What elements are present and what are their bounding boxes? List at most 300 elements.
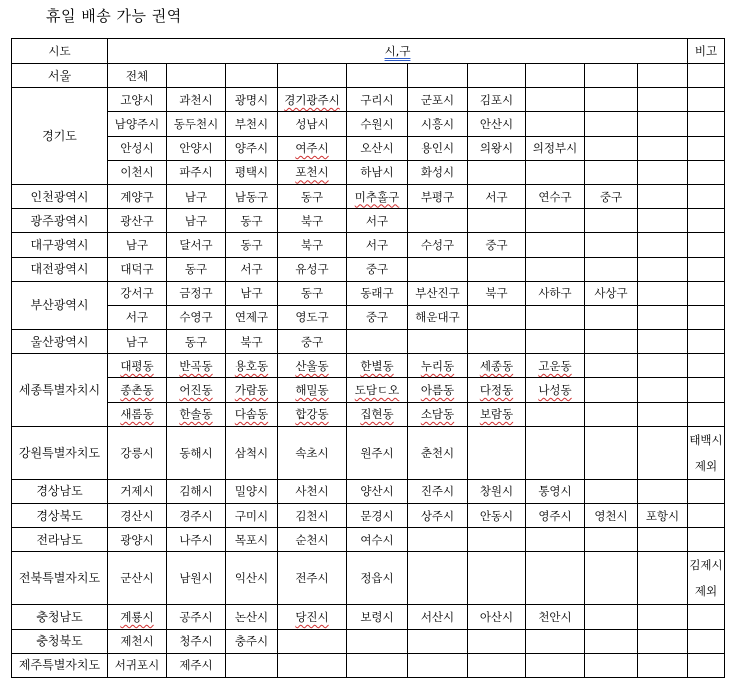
note-cell <box>688 629 725 653</box>
city-cell: 여수시 <box>347 528 408 552</box>
empty-cell <box>278 629 347 653</box>
city-cell: 안동시 <box>468 504 526 528</box>
city-cell: 구미시 <box>226 504 278 528</box>
empty-cell <box>638 402 688 426</box>
city-cell: 계룡시 <box>108 605 167 629</box>
note-cell <box>688 653 725 677</box>
city-cell: 미추홀구 <box>347 184 408 208</box>
empty-cell <box>585 528 638 552</box>
city-cell: 금정구 <box>167 281 226 305</box>
table-row <box>12 184 725 208</box>
city-cell: 강릉시 <box>108 426 167 479</box>
city-cell: 세종동 <box>468 354 526 378</box>
city-cell: 김해시 <box>167 479 226 503</box>
table-row <box>12 209 725 233</box>
region-cell: 경기도 <box>12 88 108 185</box>
empty-cell <box>408 653 468 677</box>
table-row <box>12 653 725 677</box>
city-cell: 동두천시 <box>167 112 226 136</box>
empty-cell <box>638 629 688 653</box>
empty-cell <box>408 209 468 233</box>
empty-cell <box>468 64 526 88</box>
empty-cell <box>278 653 347 677</box>
city-cell: 나성동 <box>526 378 585 402</box>
city-cell: 서구 <box>226 257 278 281</box>
empty-cell <box>408 257 468 281</box>
empty-cell <box>468 653 526 677</box>
city-cell: 광명시 <box>226 88 278 112</box>
city-cell: 북구 <box>468 281 526 305</box>
empty-cell <box>347 629 408 653</box>
empty-cell <box>585 64 638 88</box>
note-cell <box>688 605 725 629</box>
empty-cell <box>468 330 526 354</box>
city-cell: 나주시 <box>167 528 226 552</box>
empty-cell <box>638 552 688 605</box>
city-cell: 다정동 <box>468 378 526 402</box>
empty-cell <box>585 378 638 402</box>
empty-cell <box>347 330 408 354</box>
empty-cell <box>585 479 638 503</box>
city-cell: 하남시 <box>347 160 408 184</box>
note-cell <box>688 504 725 528</box>
table-row <box>12 504 725 528</box>
empty-cell <box>585 160 638 184</box>
city-cell: 영주시 <box>526 504 585 528</box>
note-line: 제외 <box>694 584 718 599</box>
city-cell: 문경시 <box>347 504 408 528</box>
city-cell: 보람동 <box>468 402 526 426</box>
header-note: 비고 <box>688 39 725 64</box>
city-cell: 한별동 <box>347 354 408 378</box>
header-row <box>12 39 725 64</box>
empty-cell <box>468 209 526 233</box>
city-cell: 서구 <box>468 184 526 208</box>
city-cell: 가람동 <box>226 378 278 402</box>
empty-cell <box>638 281 688 305</box>
region-cell: 충청남도 <box>12 605 108 629</box>
city-cell: 동구 <box>278 184 347 208</box>
empty-cell <box>226 64 278 88</box>
city-cell: 고양시 <box>108 88 167 112</box>
city-cell: 수영구 <box>167 305 226 329</box>
city-cell: 천안시 <box>526 605 585 629</box>
table-row <box>12 552 725 605</box>
empty-cell <box>526 64 585 88</box>
city-cell: 춘천시 <box>408 426 468 479</box>
empty-cell <box>638 160 688 184</box>
city-cell: 서구 <box>347 209 408 233</box>
city-cell: 달서구 <box>167 233 226 257</box>
empty-cell <box>585 112 638 136</box>
table-row <box>12 112 725 136</box>
city-cell: 남구 <box>108 330 167 354</box>
city-cell: 합강동 <box>278 402 347 426</box>
table-row <box>12 426 725 479</box>
empty-cell <box>226 653 278 677</box>
city-cell: 남구 <box>167 184 226 208</box>
city-cell: 집현동 <box>347 402 408 426</box>
city-cell: 의정부시 <box>526 136 585 160</box>
empty-cell <box>468 552 526 605</box>
city-cell: 서구 <box>108 305 167 329</box>
empty-cell <box>526 528 585 552</box>
city-cell: 파주시 <box>167 160 226 184</box>
empty-cell <box>585 233 638 257</box>
city-cell: 영천시 <box>585 504 638 528</box>
city-cell: 어진동 <box>167 378 226 402</box>
table-row <box>12 354 725 378</box>
region-cell: 강원특별자치도 <box>12 426 108 479</box>
city-cell: 남구 <box>226 281 278 305</box>
city-cell: 원주시 <box>347 426 408 479</box>
empty-cell <box>585 402 638 426</box>
city-cell: 부천시 <box>226 112 278 136</box>
empty-cell <box>585 426 638 479</box>
empty-cell <box>526 629 585 653</box>
city-cell: 부산진구 <box>408 281 468 305</box>
empty-cell <box>526 257 585 281</box>
empty-cell <box>408 552 468 605</box>
city-cell: 익산시 <box>226 552 278 605</box>
city-cell: 유성구 <box>278 257 347 281</box>
city-cell: 공주시 <box>167 605 226 629</box>
empty-cell <box>526 653 585 677</box>
region-cell: 경상남도 <box>12 479 108 503</box>
city-cell: 영도구 <box>278 305 347 329</box>
city-cell: 남동구 <box>226 184 278 208</box>
city-cell: 아산시 <box>468 605 526 629</box>
table-row <box>12 305 725 329</box>
city-cell: 구리시 <box>347 88 408 112</box>
note-cell <box>688 112 725 136</box>
note-cell <box>688 479 725 503</box>
city-cell: 여주시 <box>278 136 347 160</box>
empty-cell <box>468 426 526 479</box>
empty-cell <box>638 209 688 233</box>
region-cell: 대전광역시 <box>12 257 108 281</box>
city-cell: 중구 <box>585 184 638 208</box>
note-cell <box>688 402 725 426</box>
empty-cell <box>638 136 688 160</box>
city-cell: 전체 <box>108 64 167 88</box>
note-cell <box>688 528 725 552</box>
city-cell: 순천시 <box>278 528 347 552</box>
empty-cell <box>585 552 638 605</box>
city-cell: 의왕시 <box>468 136 526 160</box>
empty-cell <box>585 88 638 112</box>
empty-cell <box>526 233 585 257</box>
region-cell: 대구광역시 <box>12 233 108 257</box>
city-cell: 수성구 <box>408 233 468 257</box>
note-cell <box>688 184 725 208</box>
table-row <box>12 330 725 354</box>
city-cell: 계양구 <box>108 184 167 208</box>
empty-cell <box>347 653 408 677</box>
empty-cell <box>526 305 585 329</box>
empty-cell <box>585 354 638 378</box>
city-cell: 안성시 <box>108 136 167 160</box>
city-cell: 반곡동 <box>167 354 226 378</box>
city-cell: 광산구 <box>108 209 167 233</box>
city-cell: 동래구 <box>347 281 408 305</box>
city-cell: 양산시 <box>347 479 408 503</box>
note-cell <box>688 330 725 354</box>
region-cell: 경상북도 <box>12 504 108 528</box>
empty-cell <box>408 528 468 552</box>
region-cell: 인천광역시 <box>12 184 108 208</box>
city-cell: 남구 <box>167 209 226 233</box>
empty-cell <box>526 330 585 354</box>
city-cell: 남구 <box>108 233 167 257</box>
city-cell: 목포시 <box>226 528 278 552</box>
city-cell: 용호동 <box>226 354 278 378</box>
city-cell: 다솜동 <box>226 402 278 426</box>
city-cell: 경주시 <box>167 504 226 528</box>
city-cell: 창원시 <box>468 479 526 503</box>
header-cities: 시,구 <box>108 39 688 64</box>
note-cell <box>688 426 725 479</box>
city-cell: 남양주시 <box>108 112 167 136</box>
empty-cell <box>638 354 688 378</box>
note-cell <box>688 88 725 112</box>
empty-cell <box>468 629 526 653</box>
city-cell: 중구 <box>278 330 347 354</box>
city-cell: 평택시 <box>226 160 278 184</box>
empty-cell <box>638 112 688 136</box>
city-cell: 이천시 <box>108 160 167 184</box>
empty-cell <box>585 629 638 653</box>
table-row <box>12 402 725 426</box>
empty-cell <box>278 64 347 88</box>
city-cell: 김포시 <box>468 88 526 112</box>
city-cell: 군포시 <box>408 88 468 112</box>
region-cell: 광주광역시 <box>12 209 108 233</box>
city-cell: 중구 <box>347 257 408 281</box>
table-row <box>12 64 725 88</box>
table-row <box>12 281 725 305</box>
empty-cell <box>638 305 688 329</box>
city-cell: 제주시 <box>167 653 226 677</box>
note-cell <box>688 354 725 378</box>
empty-cell <box>347 64 408 88</box>
note-cell <box>688 378 725 402</box>
note-cell <box>688 552 725 605</box>
city-cell: 소담동 <box>408 402 468 426</box>
city-cell: 아름동 <box>408 378 468 402</box>
empty-cell <box>638 426 688 479</box>
city-cell: 김천시 <box>278 504 347 528</box>
city-cell: 군산시 <box>108 552 167 605</box>
empty-cell <box>638 528 688 552</box>
city-cell: 청주시 <box>167 629 226 653</box>
note-line: 태백시 <box>689 432 723 447</box>
note-line: 제외 <box>694 458 718 473</box>
city-cell: 동구 <box>226 233 278 257</box>
empty-cell <box>638 605 688 629</box>
note-cell <box>688 160 725 184</box>
city-cell: 중구 <box>347 305 408 329</box>
city-cell: 북구 <box>278 233 347 257</box>
region-cell: 전북특별자치도 <box>12 552 108 605</box>
city-cell: 사천시 <box>278 479 347 503</box>
city-cell: 논산시 <box>226 605 278 629</box>
empty-cell <box>585 257 638 281</box>
city-cell: 해운대구 <box>408 305 468 329</box>
note-cell <box>688 209 725 233</box>
empty-cell <box>638 479 688 503</box>
empty-cell <box>408 629 468 653</box>
city-cell: 남원시 <box>167 552 226 605</box>
city-cell: 충주시 <box>226 629 278 653</box>
city-cell: 경산시 <box>108 504 167 528</box>
empty-cell <box>468 528 526 552</box>
table-row <box>12 378 725 402</box>
city-cell: 대덕구 <box>108 257 167 281</box>
table-row <box>12 528 725 552</box>
city-cell: 밀양시 <box>226 479 278 503</box>
table-row <box>12 257 725 281</box>
city-cell: 포항시 <box>638 504 688 528</box>
empty-cell <box>526 402 585 426</box>
delivery-region-table <box>11 38 725 678</box>
city-cell: 서산시 <box>408 605 468 629</box>
empty-cell <box>638 64 688 88</box>
city-cell: 중구 <box>468 233 526 257</box>
empty-cell <box>526 552 585 605</box>
table-row <box>12 160 725 184</box>
region-cell: 충청북도 <box>12 629 108 653</box>
empty-cell <box>468 160 526 184</box>
note-cell <box>688 305 725 329</box>
city-cell: 산울동 <box>278 354 347 378</box>
city-cell: 속초시 <box>278 426 347 479</box>
city-cell: 강서구 <box>108 281 167 305</box>
header-region: 시도 <box>12 39 108 64</box>
city-cell: 당진시 <box>278 605 347 629</box>
city-cell: 화성시 <box>408 160 468 184</box>
empty-cell <box>408 330 468 354</box>
empty-cell <box>638 88 688 112</box>
city-cell: 양주시 <box>226 136 278 160</box>
region-cell: 전라남도 <box>12 528 108 552</box>
note-cell <box>688 64 725 88</box>
empty-cell <box>468 305 526 329</box>
empty-cell <box>167 64 226 88</box>
city-cell: 진주시 <box>408 479 468 503</box>
empty-cell <box>408 64 468 88</box>
city-cell: 동구 <box>278 281 347 305</box>
empty-cell <box>638 378 688 402</box>
empty-cell <box>585 305 638 329</box>
empty-cell <box>526 88 585 112</box>
empty-cell <box>638 653 688 677</box>
city-cell: 안양시 <box>167 136 226 160</box>
city-cell: 사상구 <box>585 281 638 305</box>
empty-cell <box>526 209 585 233</box>
city-cell: 동해시 <box>167 426 226 479</box>
city-cell: 안산시 <box>468 112 526 136</box>
city-cell: 동구 <box>167 257 226 281</box>
city-cell: 사하구 <box>526 281 585 305</box>
empty-cell <box>585 209 638 233</box>
region-cell: 제주특별자치도 <box>12 653 108 677</box>
city-cell: 시흥시 <box>408 112 468 136</box>
table-row <box>12 136 725 160</box>
empty-cell <box>468 257 526 281</box>
region-cell: 서울 <box>12 64 108 88</box>
note-line: 김제시 <box>689 558 723 573</box>
table-row <box>12 233 725 257</box>
city-cell: 동구 <box>226 209 278 233</box>
region-cell: 울산광역시 <box>12 330 108 354</box>
empty-cell <box>585 605 638 629</box>
table-row <box>12 629 725 653</box>
empty-cell <box>526 112 585 136</box>
city-cell: 북구 <box>278 209 347 233</box>
city-cell: 북구 <box>226 330 278 354</box>
empty-cell <box>585 653 638 677</box>
city-cell: 과천시 <box>167 88 226 112</box>
empty-cell <box>638 330 688 354</box>
region-cell: 부산광역시 <box>12 281 108 329</box>
note-cell <box>688 233 725 257</box>
city-cell: 부평구 <box>408 184 468 208</box>
city-cell: 통영시 <box>526 479 585 503</box>
table-row <box>12 605 725 629</box>
table-row <box>12 479 725 503</box>
city-cell: 상주시 <box>408 504 468 528</box>
city-cell: 연제구 <box>226 305 278 329</box>
note-cell <box>688 257 725 281</box>
note-cell <box>688 136 725 160</box>
city-cell: 용인시 <box>408 136 468 160</box>
city-cell: 광양시 <box>108 528 167 552</box>
note-cell <box>688 281 725 305</box>
city-cell: 종촌동 <box>108 378 167 402</box>
empty-cell <box>638 257 688 281</box>
empty-cell <box>638 184 688 208</box>
city-cell: 서구 <box>347 233 408 257</box>
city-cell: 누리동 <box>408 354 468 378</box>
city-cell: 해밀동 <box>278 378 347 402</box>
empty-cell <box>526 160 585 184</box>
city-cell: 한솔동 <box>167 402 226 426</box>
empty-cell <box>526 426 585 479</box>
city-cell: 삼척시 <box>226 426 278 479</box>
table-row <box>12 88 725 112</box>
city-cell: 도담ㄷ오 <box>347 378 408 402</box>
city-cell: 보령시 <box>347 605 408 629</box>
city-cell: 전주시 <box>278 552 347 605</box>
city-cell: 제천시 <box>108 629 167 653</box>
empty-cell <box>585 330 638 354</box>
city-cell: 포천시 <box>278 160 347 184</box>
page-title: 휴일 배송 가능 권역 <box>46 7 182 25</box>
city-cell: 수원시 <box>347 112 408 136</box>
city-cell: 오산시 <box>347 136 408 160</box>
city-cell: 고운동 <box>526 354 585 378</box>
city-cell: 거제시 <box>108 479 167 503</box>
city-cell: 서귀포시 <box>108 653 167 677</box>
city-cell: 성남시 <box>278 112 347 136</box>
city-cell: 새롬동 <box>108 402 167 426</box>
city-cell: 연수구 <box>526 184 585 208</box>
empty-cell <box>585 136 638 160</box>
city-cell: 대평동 <box>108 354 167 378</box>
city-cell: 정읍시 <box>347 552 408 605</box>
empty-cell <box>638 233 688 257</box>
